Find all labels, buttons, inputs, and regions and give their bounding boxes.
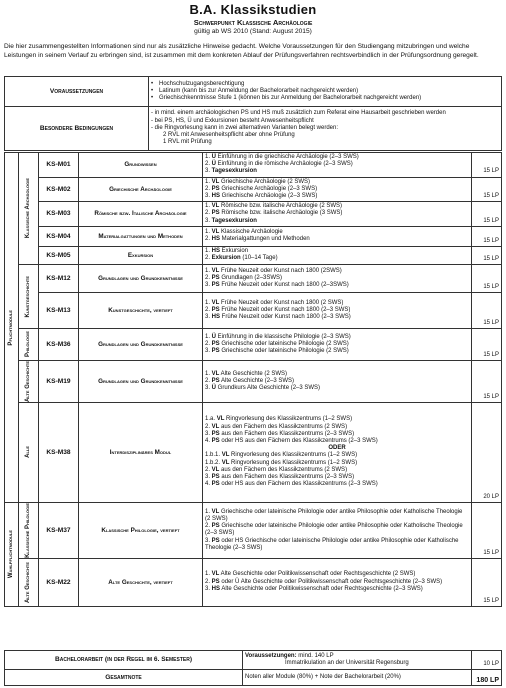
- module-courses: [203, 153, 472, 178]
- module-courses: [203, 558, 472, 606]
- subject-alte_gesch: Alte Geschichte: [19, 360, 39, 402]
- course-line: 1. VL Alte Geschichte oder Politikwissenschaft oder Rechtsgeschichte (2 SWS): [205, 571, 416, 578]
- course-line: 1. VL Frühe Neuzeit oder Kunst nach 1800 (2 SWS): [205, 299, 344, 306]
- module-name: Klassische Philologie, vertieft: [79, 502, 203, 558]
- module-code: KS-M01: [39, 153, 79, 178]
- course-line: 1. Ü Einführung in die griechische Archäologie (2–3 SWS): [205, 154, 359, 160]
- module-courses: [203, 402, 472, 502]
- module-name: Griechische Archäologie: [79, 177, 203, 202]
- module-name: Grundlagen und Grundkenntnisse: [79, 360, 203, 402]
- total-label: Gesamtnote: [5, 670, 243, 686]
- course-line: 3. PS Frühe Neuzeit oder Kunst nach 1800 (2–3SWS): [205, 281, 349, 288]
- course-line: 2. PS Griechische Archäologie (2–3 SWS): [205, 185, 318, 192]
- course-line: 3. HS Alte Geschichte oder Politikwissenschaft oder Rechtsgeschichte (2–3 SWS): [205, 585, 423, 592]
- module-courses: [203, 264, 472, 292]
- module-code: KS-M02: [39, 177, 79, 202]
- course-line: 1. VL Alte Geschichte (2 SWS): [205, 370, 288, 377]
- module-row: [5, 153, 502, 178]
- module-name: Kunstgeschichte, vertieft: [79, 292, 203, 328]
- module-lp: 15 LP: [472, 328, 502, 360]
- bachelor-lp: 10 LP: [472, 651, 502, 670]
- course-line: 3. PS oder HS Griechische oder lateinische Philologie oder antike Philosophie oder Katholische Theologie (2–3 SWS): [205, 537, 459, 551]
- module-lp: 15 LP: [472, 226, 502, 246]
- subject-alle: Alle: [19, 402, 39, 502]
- course-line: 2. PS Alte Geschichte (2–3 SWS): [205, 377, 295, 384]
- course-line: 1.b.2. VL Ringvorlesung des Klassikzentrums (1–2 SWS): [205, 459, 358, 466]
- course-line: 2. Ü Einführung in die römische Archäologie (2–3 SWS): [205, 161, 353, 168]
- module-name: Interdisziplinäres Modul: [79, 402, 203, 502]
- module-code: KS-M13: [39, 292, 79, 328]
- course-line: 2. PS Frühe Neuzeit oder Kunst nach 1800 (2–3 SWS): [205, 306, 351, 313]
- modules-table: [4, 152, 502, 607]
- module-lp: 15 LP: [472, 202, 502, 227]
- module-row: [5, 177, 502, 202]
- course-line: 2. PS Griechische oder lateinische Philologie (2 SWS): [205, 340, 349, 347]
- module-name: Grundlagen und Grundkenntnisse: [79, 264, 203, 292]
- module-courses: [203, 360, 472, 402]
- module-row: [5, 226, 502, 246]
- module-lp: 15 LP: [472, 264, 502, 292]
- module-courses: [203, 292, 472, 328]
- module-lp: 15 LP: [472, 153, 502, 178]
- module-row: [5, 328, 502, 360]
- module-courses: [203, 177, 472, 202]
- requirement-item: • Hochschulzugangsberechtigung: [151, 81, 499, 88]
- module-code: KS-M03: [39, 202, 79, 227]
- course-line: 3. HS Frühe Neuzeit oder Kunst nach 1800 (2–3 SWS): [205, 313, 351, 320]
- module-row: [5, 246, 502, 264]
- module-name: Alte Geschichte, vertieft: [79, 558, 203, 606]
- conditions-list: - in mind. einem archäologischen PS und HS muß zusätzlich zum Referat eine Hausarbeit geschrieben werden - bei PS, HS, Ü und Exkursionen besteht Anwesenheitspflicht - die Ringvorlesung kann in zwei alternativen Varianten belegt werden: 2 RVL mit Anwesenheitspflicht aber ohne Prüfung 1 RVL mit Prüfung: [149, 107, 502, 151]
- page-subtitle: Schwerpunkt Klassische Archäologie: [193, 18, 313, 27]
- module-name: Grundwissen: [79, 153, 203, 178]
- total-text: Noten aller Module (80%) + Note der Bachelorarbeit (20%): [243, 670, 472, 686]
- module-row: [5, 360, 502, 402]
- module-code: KS-M36: [39, 328, 79, 360]
- course-line: 2. Exkursion (10–14 Tage): [205, 255, 278, 262]
- course-line: 3. PS aus den Fächern des Klassikzentrums (2–3 SWS): [205, 473, 355, 480]
- module-code: KS-M05: [39, 246, 79, 264]
- subject-kunst: Kunstgeschichte: [19, 264, 39, 328]
- module-row: [5, 402, 502, 502]
- module-code: KS-M38: [39, 402, 79, 502]
- requirements-label: Voraussetzungen: [5, 77, 149, 107]
- requirements-list: [149, 77, 502, 107]
- course-line: 4. PS oder HS aus den Fächern des Klassikzentrums (2–3 SWS): [205, 437, 378, 444]
- course-line: 2. HS Materialgattungen und Methoden: [205, 236, 310, 243]
- module-code: KS-M22: [39, 558, 79, 606]
- course-line: 3. PS Griechische oder lateinische Philologie (2 SWS): [205, 347, 349, 354]
- module-lp: 15 LP: [472, 177, 502, 202]
- course-line: 1.b.1. VL Ringvorlesung des Klassikzentrums (1–2 SWS): [205, 452, 358, 459]
- course-line: 2. PS oder Ü Alte Geschichte oder Politikwissenschaft oder Rechtsgeschichte (2–3 SWS): [205, 578, 443, 585]
- requirements-table: [4, 76, 502, 151]
- module-courses: [203, 202, 472, 227]
- module-code: KS-M19: [39, 360, 79, 402]
- subject-klass_arch: Klassische Archäologie: [19, 153, 39, 265]
- module-lp: 15 LP: [472, 246, 502, 264]
- validity-note: gültig ab WS 2010 (Stand: August 2015): [194, 28, 312, 35]
- bachelor-prereq: Voraussetzungen: mind. 140 LP Immatrikulation an der Universität Regensburg: [243, 651, 472, 670]
- subject-alte_gesch: Alte Geschichte: [19, 558, 39, 606]
- course-line: 3. Tagesexkursion: [205, 168, 257, 175]
- course-line: 4. PS oder HS aus den Fächern des Klassikzentrums (2–3 SWS): [205, 481, 378, 488]
- course-line: 2. PS Grundlagen (2–3SWS): [205, 274, 283, 281]
- module-courses: [203, 502, 472, 558]
- module-lp: 15 LP: [472, 502, 502, 558]
- course-line: 3. Tagesexkursion: [205, 217, 257, 224]
- course-line: 1. HS Exkursion: [205, 248, 249, 255]
- subject-philologie: Philologie: [19, 328, 39, 360]
- course-line: 1. VL Römische bzw. italische Archäologie (2 SWS): [205, 203, 343, 210]
- course-line: 3. PS aus den Fächern des Klassikzentrums (2–3 SWS): [205, 430, 355, 437]
- course-line: 1.a. VL Ringvorlesung des Klassikzentrums (1–2 SWS): [205, 416, 353, 423]
- course-line: 1. VL Griechische oder lateinische Philologie oder antike Philosophie oder Katholische Theologie (2 SWS): [205, 508, 463, 522]
- module-lp: 15 LP: [472, 360, 502, 402]
- module-lp: 15 LP: [472, 558, 502, 606]
- course-line: ODER: [328, 445, 346, 452]
- module-name: Exkursion: [79, 246, 203, 264]
- module-name: Römische bzw. Italische Archäologie: [79, 202, 203, 227]
- requirement-item: • Griechischkenntnisse Stufe 1 (können bis zur Anmeldung der Bachelorarbeit nachgereicht werden): [151, 95, 499, 102]
- module-name: Grundlagen und Grundkenntnisse: [79, 328, 203, 360]
- course-line: 3. HS Griechische Archäologie (2–3 SWS): [205, 193, 318, 200]
- group-pflicht: Pflichtmodule: [5, 153, 19, 503]
- subject-klass_phil: Klassische Philologie: [19, 502, 39, 558]
- total-lp: 180 LP: [472, 670, 502, 686]
- module-lp: 20 LP: [472, 402, 502, 502]
- summary-table: [4, 650, 502, 686]
- course-line: 2. VL aus den Fächern des Klassikzentrums (2 SWS): [205, 423, 348, 430]
- module-code: KS-M12: [39, 264, 79, 292]
- module-code: KS-M04: [39, 226, 79, 246]
- module-code: KS-M37: [39, 502, 79, 558]
- course-line: 1. Ü Einführung in die klassische Philologie (2–3 SWS): [205, 333, 351, 340]
- module-courses: [203, 246, 472, 264]
- requirement-item: • Latinum (kann bis zur Anmeldung der Bachelorarbeit nachgereicht werden): [151, 88, 499, 95]
- conditions-label: Besondere Bedingungen: [5, 107, 149, 151]
- bachelor-label: Bachelorarbeit (in der Regel im 6. Semester): [5, 651, 243, 670]
- course-line: 2. PS Griechische oder lateinische Philologie oder antike Philosophie oder Katholische Theologie (2–3 SWS): [205, 523, 463, 537]
- module-row: [5, 264, 502, 292]
- course-line: 2. PS Römische bzw. italische Archäologie (3 SWS): [205, 210, 343, 217]
- group-wahlpflicht: Wahlpflichtmodule: [5, 502, 19, 606]
- module-row: [5, 558, 502, 606]
- module-row: [5, 202, 502, 227]
- module-row: [5, 292, 502, 328]
- course-line: 1. VL Klassische Archäologie: [205, 229, 283, 236]
- page-title: B.A. Klassikstudien: [189, 2, 317, 17]
- module-lp: 15 LP: [472, 292, 502, 328]
- module-courses: [203, 226, 472, 246]
- course-line: 2. VL aus den Fächern des Klassikzentrums (2 SWS): [205, 466, 348, 473]
- course-line: 3. Ü Grundkurs Alte Geschichte (2–3 SWS): [205, 384, 321, 391]
- module-name: Materialgattungen und Methoden: [79, 226, 203, 246]
- course-line: 1. VL Griechische Archäologie (2 SWS): [205, 178, 311, 185]
- intro-text: Die hier zusammengestellten Informationen sind nur als zusätzliche Hinweise gedacht. Welche Voraussetzungen für den Studiengang mitzubringen und welche Leistungen in seinem Verlauf zu erbringen sind, ist zusammen mit dem konkreten Ablauf der Prüfungsverfahren rechtsverbindlich in der Prüfungsordnung geregelt.: [4, 43, 479, 59]
- course-line: 1. VL Frühe Neuzeit oder Kunst nach 1800 (2SWS): [205, 267, 342, 274]
- module-courses: [203, 328, 472, 360]
- module-row: [5, 502, 502, 558]
